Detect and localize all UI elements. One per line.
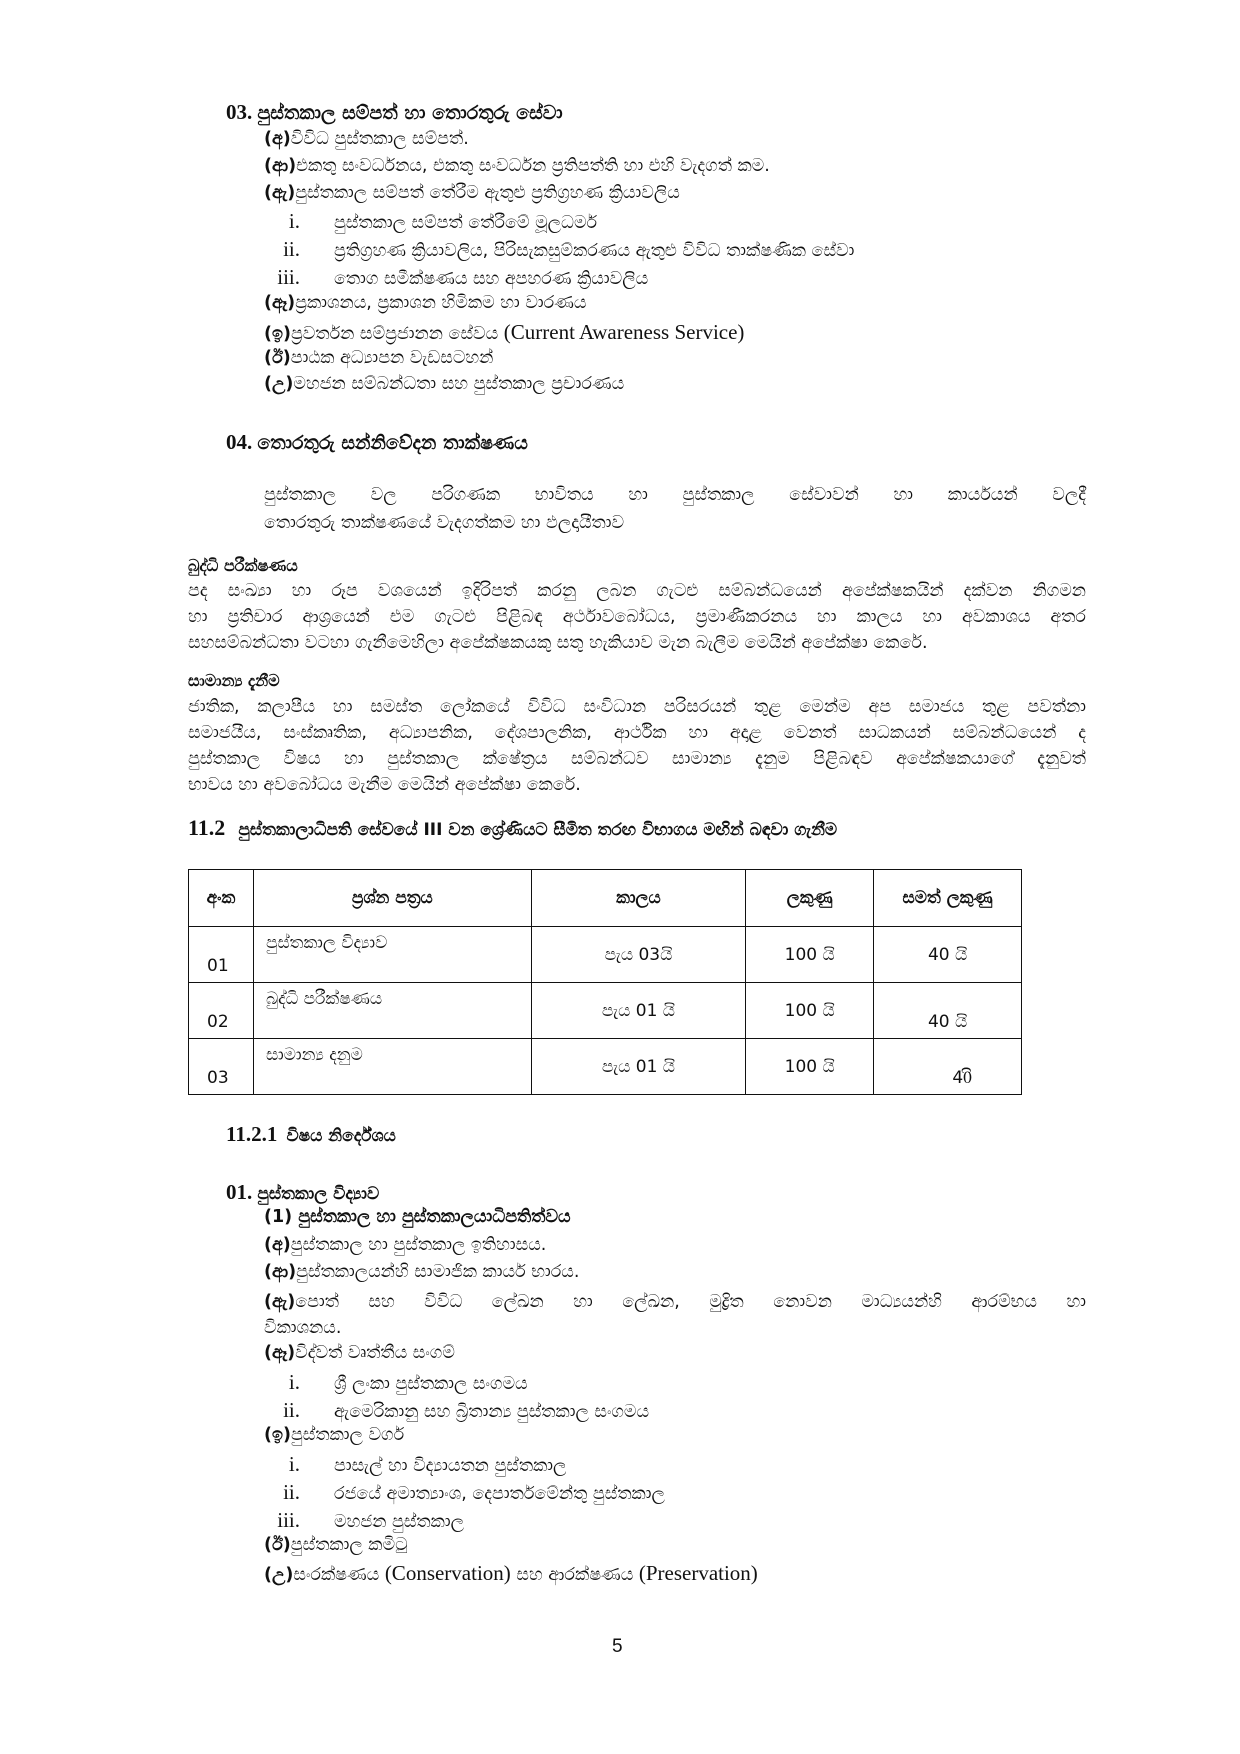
list-item [264, 1262, 579, 1282]
list-item [264, 1235, 546, 1255]
list-text: විද්වත් වෘත්තීය සංගම් [295, 1343, 455, 1363]
list-text: පුස්තකාල කමිටු [290, 1535, 408, 1555]
column-header: සමත් ලකුණු [874, 870, 1022, 927]
cell-time: පැය 01 යි [531, 1039, 746, 1095]
list-item [264, 129, 469, 149]
list-item [264, 1535, 408, 1555]
list-marker: (අ) [264, 1235, 291, 1255]
list-item [264, 1561, 758, 1586]
list-marker: (ඈ) [264, 293, 296, 313]
roman-numeral: i. [288, 1452, 300, 1476]
list-item [264, 1343, 455, 1363]
roman-text: ඇමෙරිකානු සහ බ්‍රිතාන්‍ය පුස්තකාල සංගමය [334, 1402, 650, 1422]
section-title: පුස්තකාල විද්‍යාව [257, 1184, 380, 1204]
list-marker: (ඊ) [264, 348, 291, 368]
roman-item [254, 237, 854, 262]
table-header-row [189, 870, 1022, 927]
cell-paper: පුස්තකාල විද්‍යාව [253, 927, 531, 983]
list-item [264, 183, 680, 203]
exam-table [188, 869, 1022, 1095]
list-text: සහ ආරක්ෂණය [510, 1565, 639, 1585]
cell-pass-marks: 40ි [874, 1039, 1022, 1095]
table-row [189, 983, 1022, 1039]
column-header: ලකුණු [746, 870, 874, 927]
section-04-heading [226, 430, 528, 455]
roman-text: ප්‍රතිග්‍රහණ ක්‍රියාවලිය, පිරිසැකසුම්කරණය ඇතුළු විවිධ තාක්ෂණික සේවා [334, 241, 855, 261]
section-03-heading [226, 100, 563, 125]
list-item [264, 1425, 404, 1445]
subsection-heading: (1) පුස්තකාල හා පුස්තකාලයාධිපතිත්වය [264, 1207, 571, 1227]
paragraph [264, 481, 1086, 537]
section-11-2-heading [188, 815, 837, 841]
list-marker: (උ) [264, 1565, 294, 1585]
roman-item [254, 1452, 566, 1477]
column-header: අංක [189, 870, 254, 927]
list-item [264, 374, 624, 394]
list-item [264, 320, 744, 345]
cell-pass-marks: 40 යි [874, 983, 1022, 1039]
paragraph-line: පුස්තකාල විෂය හා පුස්තකාල ක්ෂේත්‍රය සම්බන්ධව සාමාන්‍ය දැනුම පිළිබඳව අපේක්ෂකයාගේ දැනුවත් [188, 749, 1086, 769]
paragraph-line: පද සංඛ්‍යා හා රූප වශයෙන් ඉදිරිපත් කරනු ලබන ගැටළු සම්බන්ධයෙන් අපේක්ෂකයින් දක්වන නිගමන [188, 581, 1086, 601]
roman-item [254, 1398, 649, 1423]
section-number: 04. [226, 430, 253, 454]
page-number: 5 [612, 1636, 623, 1657]
list-marker: (අ) [264, 129, 291, 149]
paragraph-line: තොරතුරු තාක්ෂණයේ වැදගත්කම හා ඵලදායීතාව [264, 513, 625, 533]
paragraph-line: ජාතික, කලාපීය හා සමස්ත ලෝකයේ විවිධ සංවිධාන පරිසරයන් තුළ මෙන්ම අප සමාජය තුළ පවත්නා [188, 697, 1086, 717]
cell-number: 03 [189, 1039, 254, 1095]
cell-number: 02 [189, 983, 254, 1039]
subheading: බුද්ධි පරීක්ෂණය [188, 556, 298, 575]
list-text: විකාශනය. [264, 1318, 342, 1338]
section-title: පුස්තකාලාධිපති සේවයේ III වන ශ්‍රේණියට සීමිත තරඟ විභාගය මඟින් බඳවා ගැනීම [238, 820, 838, 840]
list-text: පොත් සහ විවිධ ලේඛන හා ලේඛන, මුද්‍රිත නොවන මාධ්‍යයන්හි ආරම්භය හා [295, 1292, 1086, 1312]
table-row [189, 927, 1022, 983]
roman-item [254, 209, 597, 234]
section-title: පුස්තකාල සම්පත් හා තොරතුරු සේවා [257, 102, 563, 124]
roman-numeral: ii. [283, 1398, 300, 1422]
section-title: තොරතුරු සන්නිවේදන තාක්ෂණය [257, 432, 528, 454]
list-item [264, 348, 493, 368]
paragraph-line: භාවය හා අවබෝධය මැනීම මෙයින් අපේක්ෂා කෙරේ. [188, 775, 581, 795]
table-row [189, 1039, 1022, 1095]
list-marker: (ඉ) [264, 324, 291, 344]
list-text: පුස්තකාල සම්පත් තේරීම ඇතුළු ප්‍රතිග්‍රහණ ක්‍රියාවලිය [295, 183, 680, 203]
roman-item [254, 265, 648, 290]
list-item [264, 1289, 1086, 1341]
paragraph-line: පුස්තකාල වල පරිගණක භාවිතය හා පුස්තකාල සේවාවන් හා කාර්යයන් වලදී [264, 485, 1086, 505]
cell-paper: බුද්ධි පරීක්ෂණය [253, 983, 531, 1039]
list-marker: (ඉ) [264, 1425, 291, 1445]
column-header: ප්‍රශ්න පත්‍රය [253, 870, 531, 927]
cell-number: 01 [189, 927, 254, 983]
list-marker: (ආ) [264, 156, 297, 176]
list-marker: (ඇ) [264, 183, 296, 203]
list-text: ප්‍රවර්තන සම්ප්‍රජානන සේවය [290, 324, 504, 344]
list-text: විවිධ පුස්තකාල සම්පත්. [290, 129, 469, 149]
cell-marks: 100 යි [746, 927, 874, 983]
section-11-2-1-heading [226, 1122, 396, 1147]
english-term: (Conservation) [384, 1561, 511, 1585]
list-text: පුස්තකාල හා පුස්තකාල ඉතිහාසය. [290, 1235, 547, 1255]
column-header: කාලය [531, 870, 746, 927]
roman-text: රජයේ අමාත්‍යාංශ, දෙපාර්තමේන්තු පුස්තකාල [334, 1484, 665, 1504]
english-term: (Preservation) [638, 1561, 758, 1585]
cell-time: පැය 01 යි [531, 983, 746, 1039]
list-text: පුස්තකාලයන්හි සාමාජික කාර්ය භාරය. [296, 1262, 580, 1282]
roman-numeral: i. [288, 209, 300, 233]
cell-paper: සාමාන්‍ය දනුම [253, 1039, 531, 1095]
section-number: 11.2.1 [226, 1122, 278, 1146]
section-title: විෂය නිර්දේශය [286, 1126, 396, 1146]
paragraph-line: සමාජයීය, සංස්කෘතික, අධ්‍යාපනික, දේශපාලනික, ආර්ථික හා අදාළ වෙනත් සාධකයන් සම්බන්ධයෙන් ද [188, 723, 1086, 743]
roman-numeral: ii. [283, 1480, 300, 1504]
list-item [264, 156, 770, 176]
roman-text: පාසැල් හා විද්‍යායතන පුස්තකාල [334, 1456, 567, 1476]
list-text: සංරක්ෂණය [293, 1565, 385, 1585]
list-marker: (ඈ) [264, 1343, 296, 1363]
paragraph [188, 578, 1086, 656]
roman-text: පුස්තකාල සම්පත් තේරීමේ මූලධර්ම [334, 213, 598, 233]
roman-item [254, 1480, 665, 1505]
roman-numeral: i. [288, 1370, 300, 1394]
paragraph-line: සහසම්බන්ධතා වටහා ගැනීමෙහිලා අපේක්ෂකයකු සතු හැකියාව මැන බැලීම මෙයින් අපේක්ෂා කෙරේ. [188, 633, 928, 653]
roman-text: තොග සමීක්ෂණය සහ අපහරණ ක්‍රියාවලිය [334, 269, 649, 289]
paragraph [188, 694, 1086, 798]
list-text: මහජන සම්බන්ධතා සහ පුස්තකාල ප්‍රචාරණය [293, 374, 625, 394]
english-term: (Current Awareness Service) [503, 320, 745, 344]
list-marker: (ඊ) [264, 1535, 291, 1555]
list-item [264, 293, 586, 313]
roman-numeral: iii. [277, 1508, 300, 1532]
list-marker: (ඇ) [264, 1292, 296, 1312]
cell-marks: 100 යි [746, 1039, 874, 1095]
roman-item [254, 1370, 528, 1395]
list-text: ප්‍රකාශනය, ප්‍රකාශන හිමිකම හා වාරණය [295, 293, 587, 313]
section-number: 03. [226, 100, 253, 124]
section-number: 11.2 [188, 815, 226, 840]
roman-numeral: ii. [283, 237, 300, 261]
cell-pass-marks: 40 යි [874, 927, 1022, 983]
roman-item [254, 1508, 464, 1533]
subheading: සාමාන්‍ය දැනීම [188, 671, 280, 690]
list-text: පුස්තකාල වර්ග [290, 1425, 405, 1445]
roman-text: ශ්‍රී ලංකා පුස්තකාල සංගමය [334, 1374, 528, 1394]
list-text: පාඨක අධ්‍යාපන වැඩසටහන් [290, 348, 494, 368]
list-marker: (උ) [264, 374, 294, 394]
list-text: එකතු සංවර්ධනය, එකතු සංවර්ධන ප්‍රතිපත්ති හා එහි වැදගත් කම. [296, 156, 770, 176]
cell-time: පැය 03යි [531, 927, 746, 983]
section-01-heading [226, 1180, 379, 1205]
roman-text: මහජන පුස්තකාල [334, 1512, 464, 1532]
roman-numeral: iii. [277, 265, 300, 289]
paragraph-line: හා ප්‍රතිචාර ආශ්‍රයෙන් එම ගැටළු පිළිබඳ අර්ථාවබෝධය, ප්‍රමාණීකරනය හා කාලය හා අවකාශය අතර [188, 607, 1086, 627]
list-marker: (ආ) [264, 1262, 297, 1282]
section-number: 01. [226, 1180, 253, 1204]
cell-marks: 100 යි [746, 983, 874, 1039]
